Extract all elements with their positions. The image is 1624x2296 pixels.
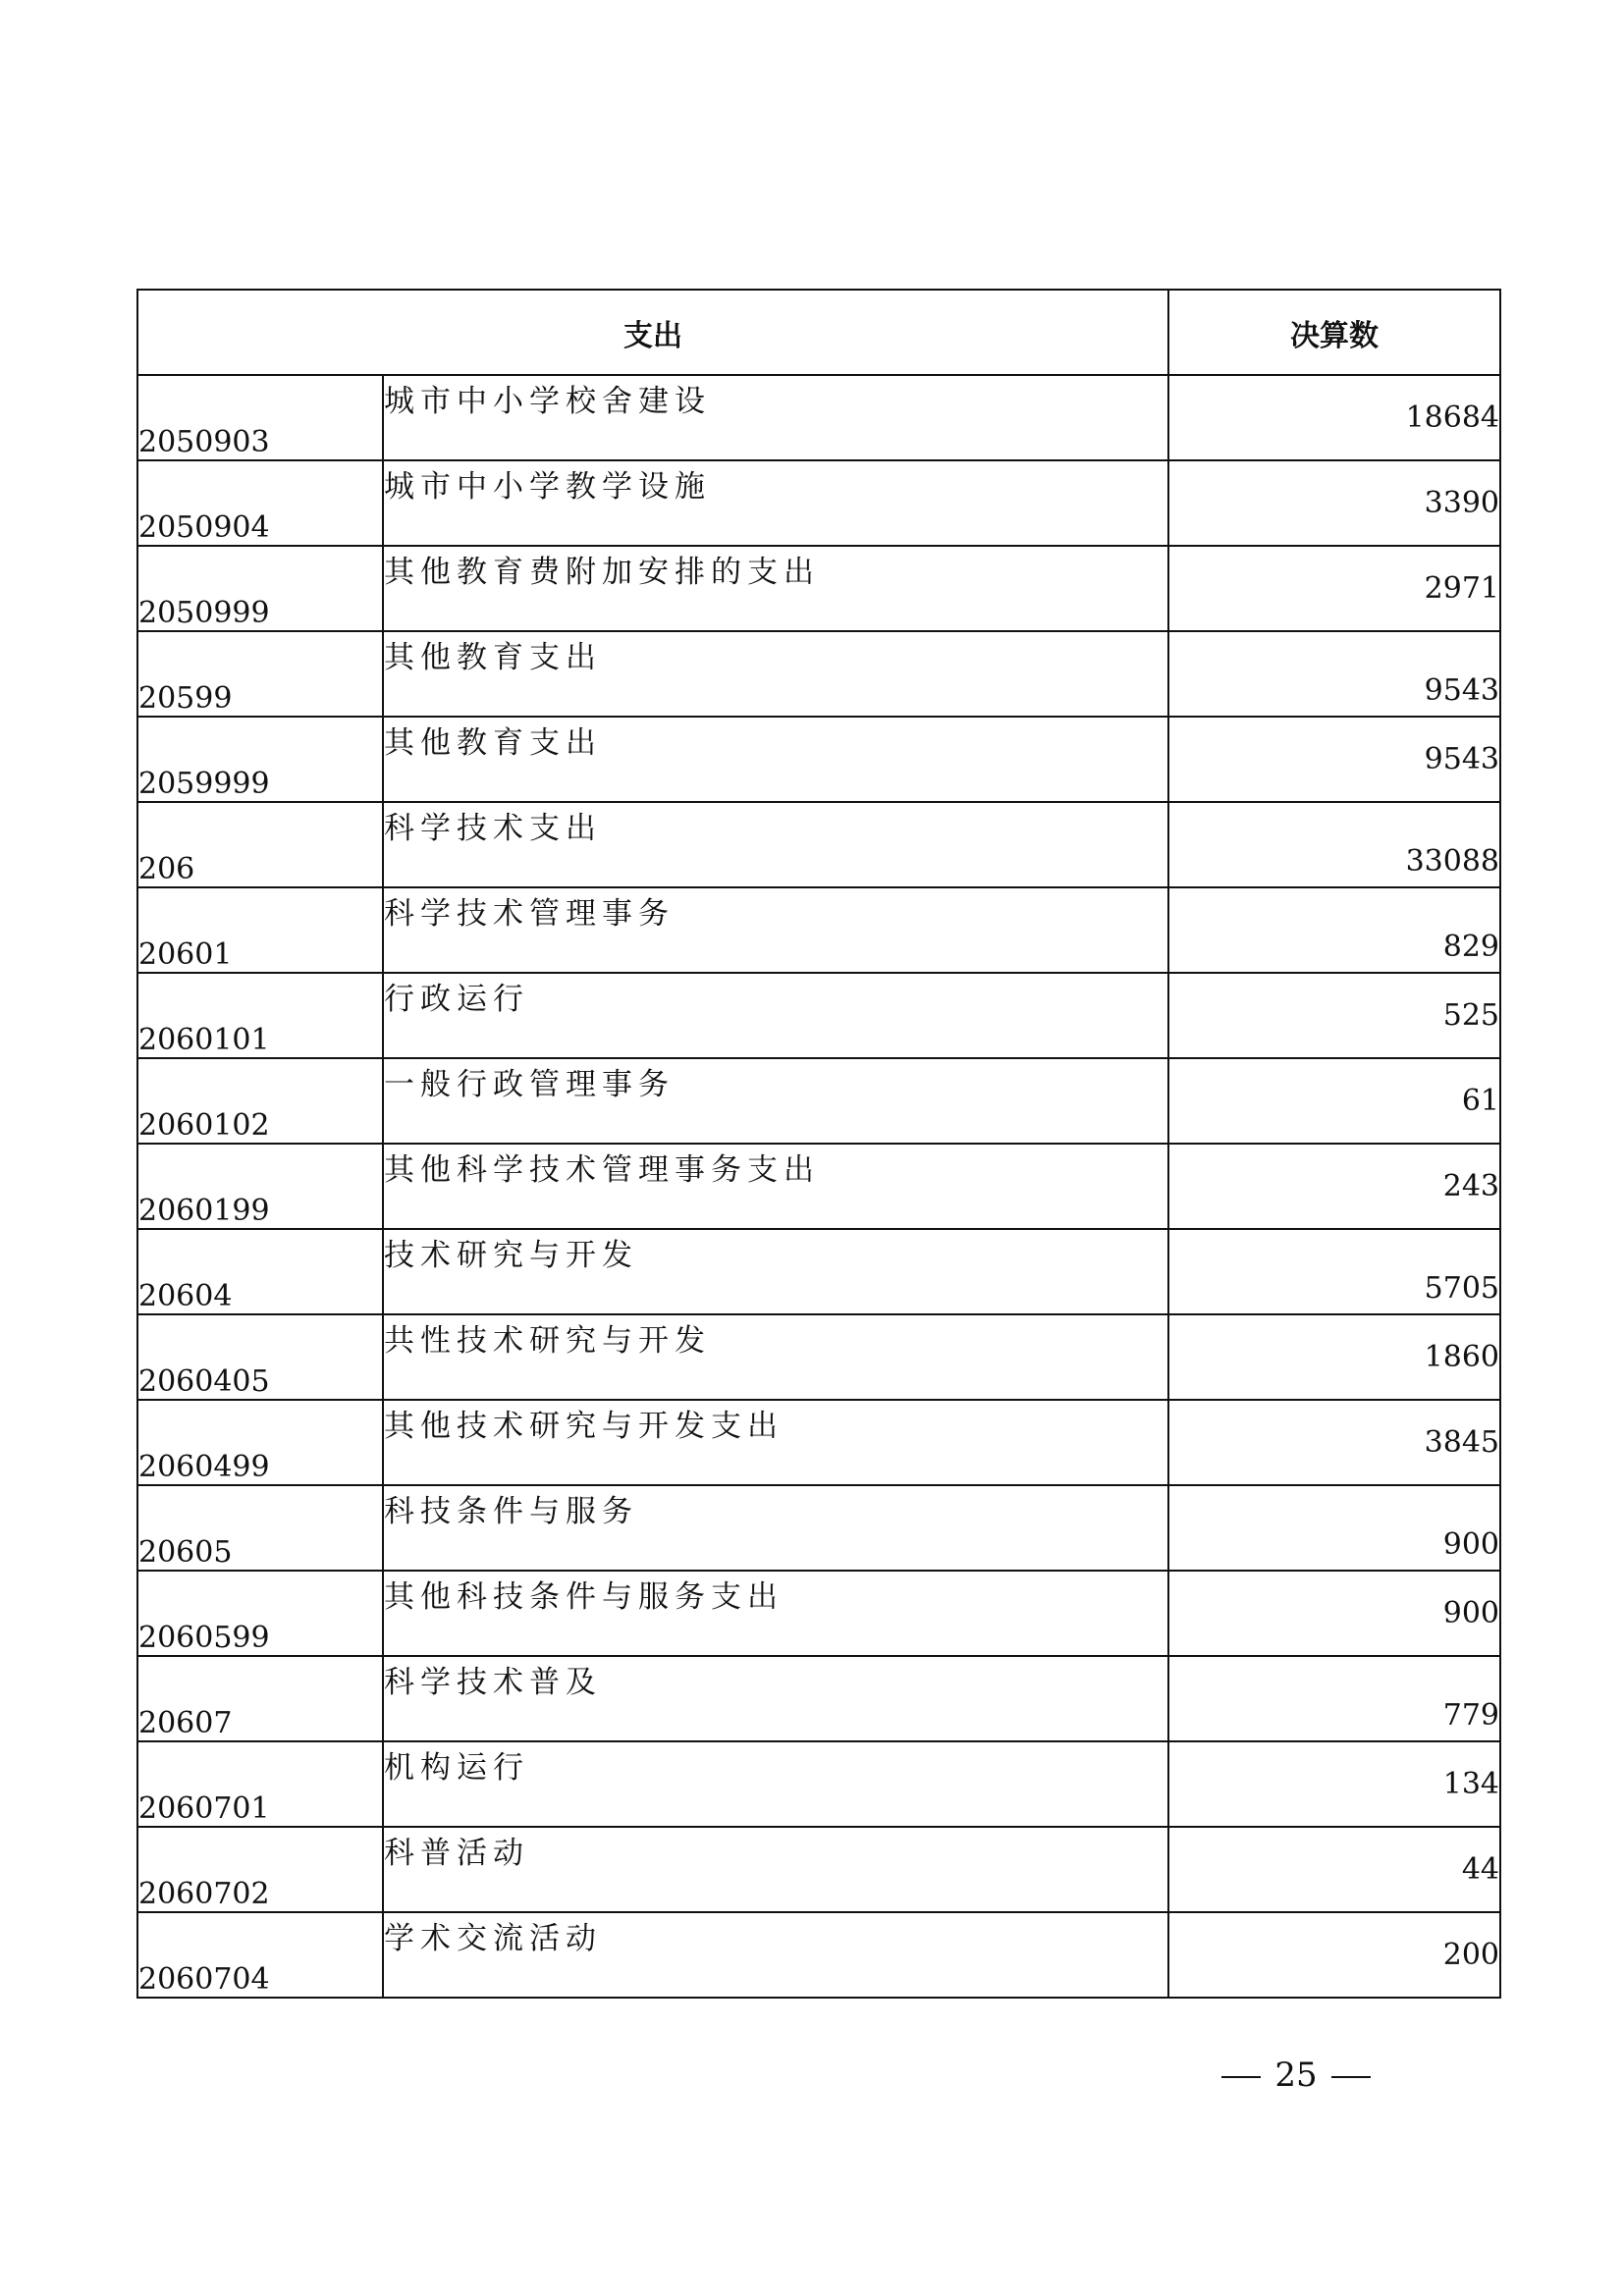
table-row — [137, 802, 1500, 887]
table-row — [137, 1314, 1500, 1400]
final-amount: 134 — [1168, 1741, 1500, 1827]
page-dash-right — [1331, 2076, 1371, 2078]
table-row — [137, 1827, 1500, 1912]
header-final-amount: 决算数 — [1168, 290, 1500, 375]
subject-name: 科学技术支出 — [383, 802, 1168, 887]
table-row — [137, 460, 1500, 546]
table-row — [137, 631, 1500, 717]
table-row — [137, 1229, 1500, 1314]
subject-code: 2060599 — [137, 1571, 383, 1656]
table-row — [137, 546, 1500, 631]
table-row — [137, 1912, 1500, 1998]
final-amount: 829 — [1168, 887, 1500, 973]
subject-name: 科普活动 — [383, 1827, 1168, 1912]
final-amount: 243 — [1168, 1144, 1500, 1229]
final-amount: 2971 — [1168, 546, 1500, 631]
final-amount: 3390 — [1168, 460, 1500, 546]
subject-code: 2060704 — [137, 1912, 383, 1998]
table-row — [137, 1656, 1500, 1741]
subject-code: 20604 — [137, 1229, 383, 1314]
subject-code: 2060701 — [137, 1741, 383, 1827]
final-amount: 18684 — [1168, 375, 1500, 460]
budget-table — [136, 289, 1501, 1999]
table-row — [137, 717, 1500, 802]
table-row — [137, 887, 1500, 973]
subject-name: 科学技术普及 — [383, 1656, 1168, 1741]
subject-name: 城市中小学教学设施 — [383, 460, 1168, 546]
table-row — [137, 1571, 1500, 1656]
final-amount: 200 — [1168, 1912, 1500, 1998]
subject-name: 学术交流活动 — [383, 1912, 1168, 1998]
subject-name: 其他教育支出 — [383, 631, 1168, 717]
final-amount: 33088 — [1168, 802, 1500, 887]
subject-code: 206 — [137, 802, 383, 887]
subject-code: 20605 — [137, 1485, 383, 1571]
table-row — [137, 1741, 1500, 1827]
subject-name: 其他技术研究与开发支出 — [383, 1400, 1168, 1485]
subject-code: 2050903 — [137, 375, 383, 460]
table-body — [137, 375, 1500, 1998]
subject-code: 20607 — [137, 1656, 383, 1741]
subject-name: 科技条件与服务 — [383, 1485, 1168, 1571]
subject-code: 2050904 — [137, 460, 383, 546]
subject-code: 2060405 — [137, 1314, 383, 1400]
subject-name: 其他科技条件与服务支出 — [383, 1571, 1168, 1656]
subject-name: 城市中小学校舍建设 — [383, 375, 1168, 460]
subject-name: 共性技术研究与开发 — [383, 1314, 1168, 1400]
subject-name: 其他教育支出 — [383, 717, 1168, 802]
table-row — [137, 973, 1500, 1058]
page-number-value: 25 — [1274, 2056, 1318, 2095]
subject-name: 行政运行 — [383, 973, 1168, 1058]
table-header-row — [137, 290, 1500, 375]
subject-code: 2060102 — [137, 1058, 383, 1144]
final-amount: 5705 — [1168, 1229, 1500, 1314]
final-amount: 779 — [1168, 1656, 1500, 1741]
subject-code: 20601 — [137, 887, 383, 973]
subject-code: 2060499 — [137, 1400, 383, 1485]
final-amount: 900 — [1168, 1485, 1500, 1571]
subject-code: 2059999 — [137, 717, 383, 802]
subject-code: 2060199 — [137, 1144, 383, 1229]
final-amount: 900 — [1168, 1571, 1500, 1656]
final-amount: 525 — [1168, 973, 1500, 1058]
subject-name: 其他科学技术管理事务支出 — [383, 1144, 1168, 1229]
subject-name: 机构运行 — [383, 1741, 1168, 1827]
table-row — [137, 1144, 1500, 1229]
final-amount: 44 — [1168, 1827, 1500, 1912]
final-amount: 1860 — [1168, 1314, 1500, 1400]
subject-code: 2050999 — [137, 546, 383, 631]
header-expense: 支出 — [137, 290, 1168, 375]
final-amount: 9543 — [1168, 717, 1500, 802]
subject-name: 其他教育费附加安排的支出 — [383, 546, 1168, 631]
final-amount: 3845 — [1168, 1400, 1500, 1485]
subject-name: 科学技术管理事务 — [383, 887, 1168, 973]
final-amount: 61 — [1168, 1058, 1500, 1144]
subject-name: 技术研究与开发 — [383, 1229, 1168, 1314]
subject-code: 20599 — [137, 631, 383, 717]
subject-name: 一般行政管理事务 — [383, 1058, 1168, 1144]
page-number — [1208, 2056, 1384, 2095]
table-row — [137, 1485, 1500, 1571]
final-amount: 9543 — [1168, 631, 1500, 717]
table-row — [137, 375, 1500, 460]
table-row — [137, 1400, 1500, 1485]
subject-code: 2060101 — [137, 973, 383, 1058]
page-dash-left — [1221, 2076, 1261, 2078]
table-row — [137, 1058, 1500, 1144]
subject-code: 2060702 — [137, 1827, 383, 1912]
